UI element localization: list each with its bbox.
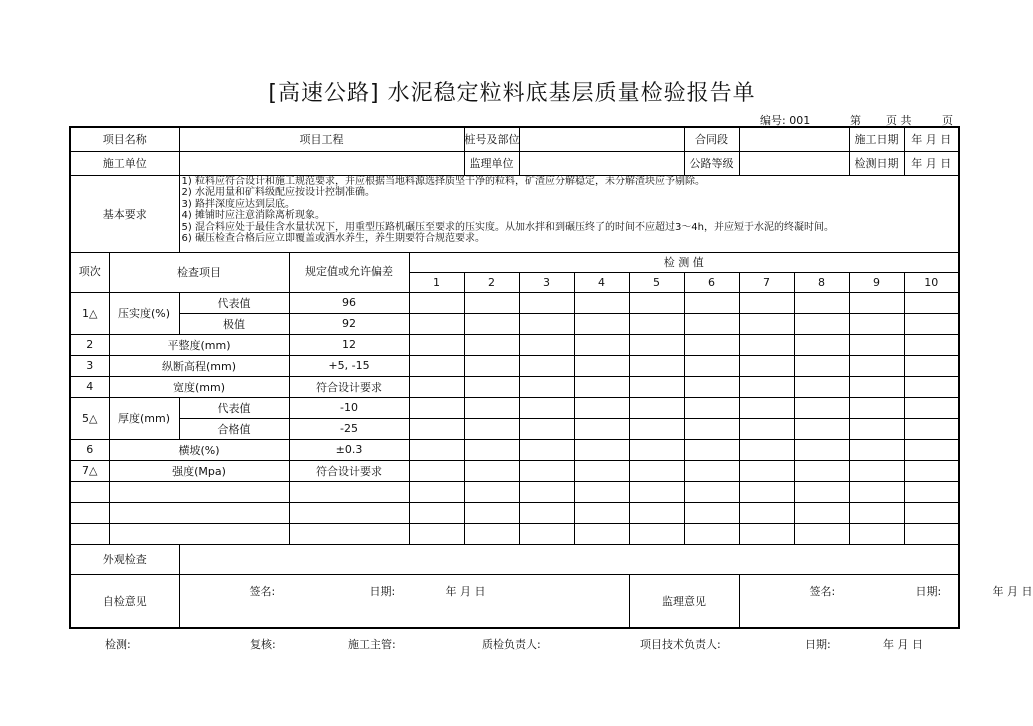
measure-cell[interactable] bbox=[794, 292, 849, 313]
measure-cell[interactable] bbox=[739, 397, 794, 418]
measure-cell[interactable] bbox=[849, 313, 904, 334]
measure-cell[interactable] bbox=[684, 523, 739, 544]
contract-label: 合同段 bbox=[684, 127, 739, 151]
road-grade-label: 公路等级 bbox=[684, 151, 739, 175]
measure-cell[interactable] bbox=[629, 292, 684, 313]
page-title: [高速公路] 水泥稳定粒料底基层质量检验报告单 bbox=[268, 81, 756, 106]
column-spec-header: 规定值或允许偏差 bbox=[289, 252, 409, 292]
measure-cell[interactable] bbox=[519, 292, 574, 313]
measure-cell[interactable] bbox=[849, 418, 904, 439]
blank-cell[interactable] bbox=[109, 481, 289, 502]
measure-cell[interactable] bbox=[574, 397, 629, 418]
appearance-label: 外观检查 bbox=[70, 544, 179, 574]
measure-cell[interactable] bbox=[794, 334, 849, 355]
row-item: 宽度(mm) bbox=[109, 376, 289, 397]
measure-cell[interactable] bbox=[684, 355, 739, 376]
row-number: 6 bbox=[70, 439, 109, 460]
measure-cell[interactable] bbox=[574, 481, 629, 502]
blank-cell[interactable] bbox=[109, 502, 289, 523]
measure-cell[interactable] bbox=[464, 334, 519, 355]
measure-cell[interactable] bbox=[574, 334, 629, 355]
self-check-ymd: 年 月 日 bbox=[445, 584, 486, 598]
measure-cell[interactable] bbox=[629, 376, 684, 397]
column-item-header: 检查项目 bbox=[109, 252, 289, 292]
point-number: 9 bbox=[849, 272, 904, 292]
blank-cell[interactable] bbox=[70, 523, 109, 544]
construction-date-label: 施工日期 bbox=[849, 127, 904, 151]
supervision-sign: 签名: bbox=[809, 584, 836, 598]
measure-cell[interactable] bbox=[574, 355, 629, 376]
builder-label: 施工单位 bbox=[70, 151, 179, 175]
measure-cell[interactable] bbox=[739, 523, 794, 544]
measure-cell[interactable] bbox=[464, 397, 519, 418]
point-number: 4 bbox=[574, 272, 629, 292]
measure-cell[interactable] bbox=[574, 292, 629, 313]
requirement-line: 1) 粒料应符合设计和施工规范要求，并应根据当地料源选择质坚干净的粒料，矿渣应分解稳定，未分解渣块应予剔除。 bbox=[181, 175, 705, 187]
point-number: 1 bbox=[409, 272, 464, 292]
inspection-date-value[interactable]: 年 月 日 bbox=[904, 151, 959, 175]
measure-cell[interactable] bbox=[739, 355, 794, 376]
page-total-prefix: 页 共 bbox=[886, 114, 912, 127]
measure-cell[interactable] bbox=[629, 481, 684, 502]
measure-cell[interactable] bbox=[629, 397, 684, 418]
row-spec: -25 bbox=[289, 418, 409, 439]
measure-cell[interactable] bbox=[519, 439, 574, 460]
requirement-line: 2) 水泥用量和矿料级配应按设计控制准确。 bbox=[181, 187, 375, 198]
measure-cell[interactable] bbox=[519, 376, 574, 397]
point-number: 7 bbox=[739, 272, 794, 292]
measure-cell[interactable] bbox=[629, 313, 684, 334]
supervision-label: 监理意见 bbox=[629, 574, 739, 628]
footer-ymd: 年 月 日 bbox=[883, 638, 923, 651]
requirement-line: 4) 摊铺时应注意消除离析现象。 bbox=[181, 210, 325, 221]
measure-cell[interactable] bbox=[409, 292, 464, 313]
measure-cell[interactable] bbox=[684, 397, 739, 418]
measure-cell[interactable] bbox=[464, 313, 519, 334]
measure-cell[interactable] bbox=[574, 418, 629, 439]
measure-cell[interactable] bbox=[519, 334, 574, 355]
measure-cell[interactable] bbox=[904, 523, 959, 544]
measure-cell[interactable] bbox=[629, 334, 684, 355]
measure-cell[interactable] bbox=[519, 355, 574, 376]
measure-cell[interactable] bbox=[464, 460, 519, 481]
row-subitem: 极值 bbox=[179, 313, 289, 334]
footer-qc-head: 质检负责人: bbox=[482, 638, 541, 651]
measure-cell[interactable] bbox=[849, 355, 904, 376]
measure-cell[interactable] bbox=[629, 502, 684, 523]
row-subitem: 合格值 bbox=[179, 418, 289, 439]
road-grade-value[interactable] bbox=[739, 151, 849, 175]
measure-cell[interactable] bbox=[574, 439, 629, 460]
footer-construction-manager: 施工主管: bbox=[348, 638, 396, 651]
supervision-area[interactable] bbox=[739, 574, 1033, 628]
measure-cell[interactable] bbox=[794, 502, 849, 523]
inspection-report-table bbox=[69, 126, 1033, 629]
row-subitem: 代表值 bbox=[179, 397, 289, 418]
measure-cell[interactable] bbox=[739, 334, 794, 355]
self-check-label: 自检意见 bbox=[70, 574, 179, 628]
row-spec: 符合设计要求 bbox=[289, 460, 409, 481]
column-no-header: 项次 bbox=[70, 252, 109, 292]
measure-cell[interactable] bbox=[409, 523, 464, 544]
measure-cell[interactable] bbox=[794, 481, 849, 502]
blank-cell[interactable] bbox=[70, 502, 109, 523]
supervision-ymd: 年 月 日 bbox=[992, 584, 1033, 598]
point-number: 10 bbox=[904, 272, 959, 292]
row-item: 压实度(%) bbox=[109, 292, 179, 334]
measure-cell[interactable] bbox=[904, 502, 959, 523]
measure-cell[interactable] bbox=[464, 292, 519, 313]
measure-cell[interactable] bbox=[629, 355, 684, 376]
column-measured-header: 检 测 值 bbox=[409, 252, 959, 272]
measure-cell[interactable] bbox=[684, 502, 739, 523]
requirements-label: 基本要求 bbox=[70, 175, 179, 252]
measure-cell[interactable] bbox=[904, 334, 959, 355]
measure-cell[interactable] bbox=[904, 418, 959, 439]
row-number: 4 bbox=[70, 376, 109, 397]
blank-cell[interactable] bbox=[289, 481, 409, 502]
footer-tech-head: 项目技术负责人: bbox=[640, 638, 721, 651]
requirement-line: 5) 混合料应处于最佳含水量状况下，用重型压路机碾压至要求的压实度。从加水拌和到碾压终了的时间不应超过3～4h，并应短于水泥的终凝时间。 bbox=[181, 221, 835, 233]
measure-cell[interactable] bbox=[574, 523, 629, 544]
measure-cell[interactable] bbox=[629, 523, 684, 544]
row-item: 纵断高程(mm) bbox=[109, 355, 289, 376]
measure-cell[interactable] bbox=[574, 460, 629, 481]
measure-cell[interactable] bbox=[794, 376, 849, 397]
measure-cell[interactable] bbox=[904, 481, 959, 502]
measure-cell[interactable] bbox=[409, 397, 464, 418]
measure-cell[interactable] bbox=[464, 418, 519, 439]
row-spec: 96 bbox=[289, 292, 409, 313]
measure-cell[interactable] bbox=[684, 334, 739, 355]
measure-cell[interactable] bbox=[739, 418, 794, 439]
measure-cell[interactable] bbox=[849, 523, 904, 544]
measure-cell[interactable] bbox=[794, 418, 849, 439]
requirement-line: 3) 路拌深度应达到层底。 bbox=[181, 198, 295, 210]
measure-cell[interactable] bbox=[684, 313, 739, 334]
measure-cell[interactable] bbox=[904, 292, 959, 313]
row-spec: +5, -15 bbox=[289, 355, 409, 376]
self-check-sign: 签名: bbox=[249, 584, 276, 598]
contract-value[interactable] bbox=[739, 127, 849, 151]
measure-cell[interactable] bbox=[849, 439, 904, 460]
station-label: 桩号及部位 bbox=[464, 127, 519, 151]
supervisor-value[interactable] bbox=[519, 151, 684, 175]
station-value[interactable] bbox=[519, 127, 684, 151]
measure-cell[interactable] bbox=[684, 439, 739, 460]
point-number: 3 bbox=[519, 272, 574, 292]
footer-inspect: 检测: bbox=[105, 638, 131, 651]
measure-cell[interactable] bbox=[794, 397, 849, 418]
measure-cell[interactable] bbox=[739, 376, 794, 397]
measure-cell[interactable] bbox=[904, 376, 959, 397]
measure-cell[interactable] bbox=[409, 418, 464, 439]
requirements-text bbox=[179, 175, 959, 252]
measure-cell[interactable] bbox=[849, 481, 904, 502]
measure-cell[interactable] bbox=[794, 523, 849, 544]
measure-cell[interactable] bbox=[739, 313, 794, 334]
measure-cell[interactable] bbox=[519, 397, 574, 418]
measure-cell[interactable] bbox=[464, 523, 519, 544]
supervisor-label: 监理单位 bbox=[464, 151, 519, 175]
row-number: 2 bbox=[70, 334, 109, 355]
row-number: 3 bbox=[70, 355, 109, 376]
measure-cell[interactable] bbox=[904, 397, 959, 418]
measure-cell[interactable] bbox=[739, 292, 794, 313]
measure-cell[interactable] bbox=[519, 313, 574, 334]
measure-cell[interactable] bbox=[849, 502, 904, 523]
measure-cell[interactable] bbox=[739, 481, 794, 502]
measure-cell[interactable] bbox=[574, 376, 629, 397]
builder-value[interactable] bbox=[179, 151, 464, 175]
measure-cell[interactable] bbox=[464, 355, 519, 376]
measure-cell[interactable] bbox=[739, 439, 794, 460]
measure-cell[interactable] bbox=[739, 502, 794, 523]
appearance-value[interactable] bbox=[179, 544, 959, 574]
measure-cell[interactable] bbox=[684, 292, 739, 313]
measure-cell[interactable] bbox=[409, 481, 464, 502]
measure-cell[interactable] bbox=[684, 376, 739, 397]
blank-cell[interactable] bbox=[289, 502, 409, 523]
row-number: 1△ bbox=[70, 292, 109, 334]
measure-cell[interactable] bbox=[794, 355, 849, 376]
footer-date: 日期: bbox=[805, 638, 831, 651]
measure-cell[interactable] bbox=[409, 460, 464, 481]
measure-cell[interactable] bbox=[849, 334, 904, 355]
row-item: 厚度(mm) bbox=[109, 397, 179, 439]
row-number: 5△ bbox=[70, 397, 109, 439]
measure-cell[interactable] bbox=[574, 502, 629, 523]
measure-cell[interactable] bbox=[409, 355, 464, 376]
measure-cell[interactable] bbox=[849, 292, 904, 313]
self-check-date: 日期: bbox=[369, 584, 396, 598]
measure-cell[interactable] bbox=[519, 502, 574, 523]
project-name-label: 项目名称 bbox=[70, 127, 179, 151]
measure-cell[interactable] bbox=[849, 397, 904, 418]
measure-cell[interactable] bbox=[849, 460, 904, 481]
measure-cell[interactable] bbox=[794, 439, 849, 460]
inspection-date-label: 检测日期 bbox=[849, 151, 904, 175]
serial-number: 编号: 001 bbox=[760, 114, 811, 127]
measure-cell[interactable] bbox=[409, 502, 464, 523]
row-item: 横坡(%) bbox=[109, 439, 289, 460]
measure-cell[interactable] bbox=[519, 418, 574, 439]
point-number: 8 bbox=[794, 272, 849, 292]
row-item: 强度(Mpa) bbox=[109, 460, 289, 481]
blank-cell[interactable] bbox=[70, 481, 109, 502]
measure-cell[interactable] bbox=[904, 355, 959, 376]
measure-cell[interactable] bbox=[409, 334, 464, 355]
measure-cell[interactable] bbox=[464, 376, 519, 397]
self-check-area[interactable] bbox=[179, 574, 629, 628]
measure-cell[interactable] bbox=[464, 481, 519, 502]
row-spec: 12 bbox=[289, 334, 409, 355]
measure-cell[interactable] bbox=[409, 439, 464, 460]
measure-cell[interactable] bbox=[904, 460, 959, 481]
measure-cell[interactable] bbox=[904, 313, 959, 334]
measure-cell[interactable] bbox=[409, 376, 464, 397]
row-subitem: 代表值 bbox=[179, 292, 289, 313]
measure-cell[interactable] bbox=[519, 460, 574, 481]
blank-cell[interactable] bbox=[109, 523, 289, 544]
requirement-line: 6) 碾压检查合格后应立即覆盖或洒水养生，养生期要符合规范要求。 bbox=[181, 233, 485, 244]
row-spec: ±0.3 bbox=[289, 439, 409, 460]
measure-cell[interactable] bbox=[519, 523, 574, 544]
row-number: 7△ bbox=[70, 460, 109, 481]
measure-cell[interactable] bbox=[409, 313, 464, 334]
measure-cell[interactable] bbox=[684, 418, 739, 439]
row-spec: 符合设计要求 bbox=[289, 376, 409, 397]
measure-cell[interactable] bbox=[464, 502, 519, 523]
measure-cell[interactable] bbox=[464, 439, 519, 460]
construction-date-value[interactable]: 年 月 日 bbox=[904, 127, 959, 151]
measure-cell[interactable] bbox=[574, 313, 629, 334]
row-spec: 92 bbox=[289, 313, 409, 334]
row-item: 平整度(mm) bbox=[109, 334, 289, 355]
supervision-date: 日期: bbox=[915, 584, 942, 598]
measure-cell[interactable] bbox=[794, 460, 849, 481]
blank-cell[interactable] bbox=[289, 523, 409, 544]
point-number: 5 bbox=[629, 272, 684, 292]
measure-cell[interactable] bbox=[684, 481, 739, 502]
page-prefix: 第 bbox=[850, 114, 861, 127]
measure-cell[interactable] bbox=[629, 439, 684, 460]
measure-cell[interactable] bbox=[629, 418, 684, 439]
measure-cell[interactable] bbox=[794, 313, 849, 334]
point-number: 6 bbox=[684, 272, 739, 292]
page-suffix: 页 bbox=[942, 114, 953, 127]
project-name-value: 项目工程 bbox=[179, 127, 464, 151]
measure-cell[interactable] bbox=[739, 460, 794, 481]
measure-cell[interactable] bbox=[904, 439, 959, 460]
measure-cell[interactable] bbox=[519, 481, 574, 502]
row-spec: -10 bbox=[289, 397, 409, 418]
measure-cell[interactable] bbox=[629, 460, 684, 481]
footer-review: 复核: bbox=[250, 638, 276, 651]
measure-cell[interactable] bbox=[684, 460, 739, 481]
point-number: 2 bbox=[464, 272, 519, 292]
measure-cell[interactable] bbox=[849, 376, 904, 397]
